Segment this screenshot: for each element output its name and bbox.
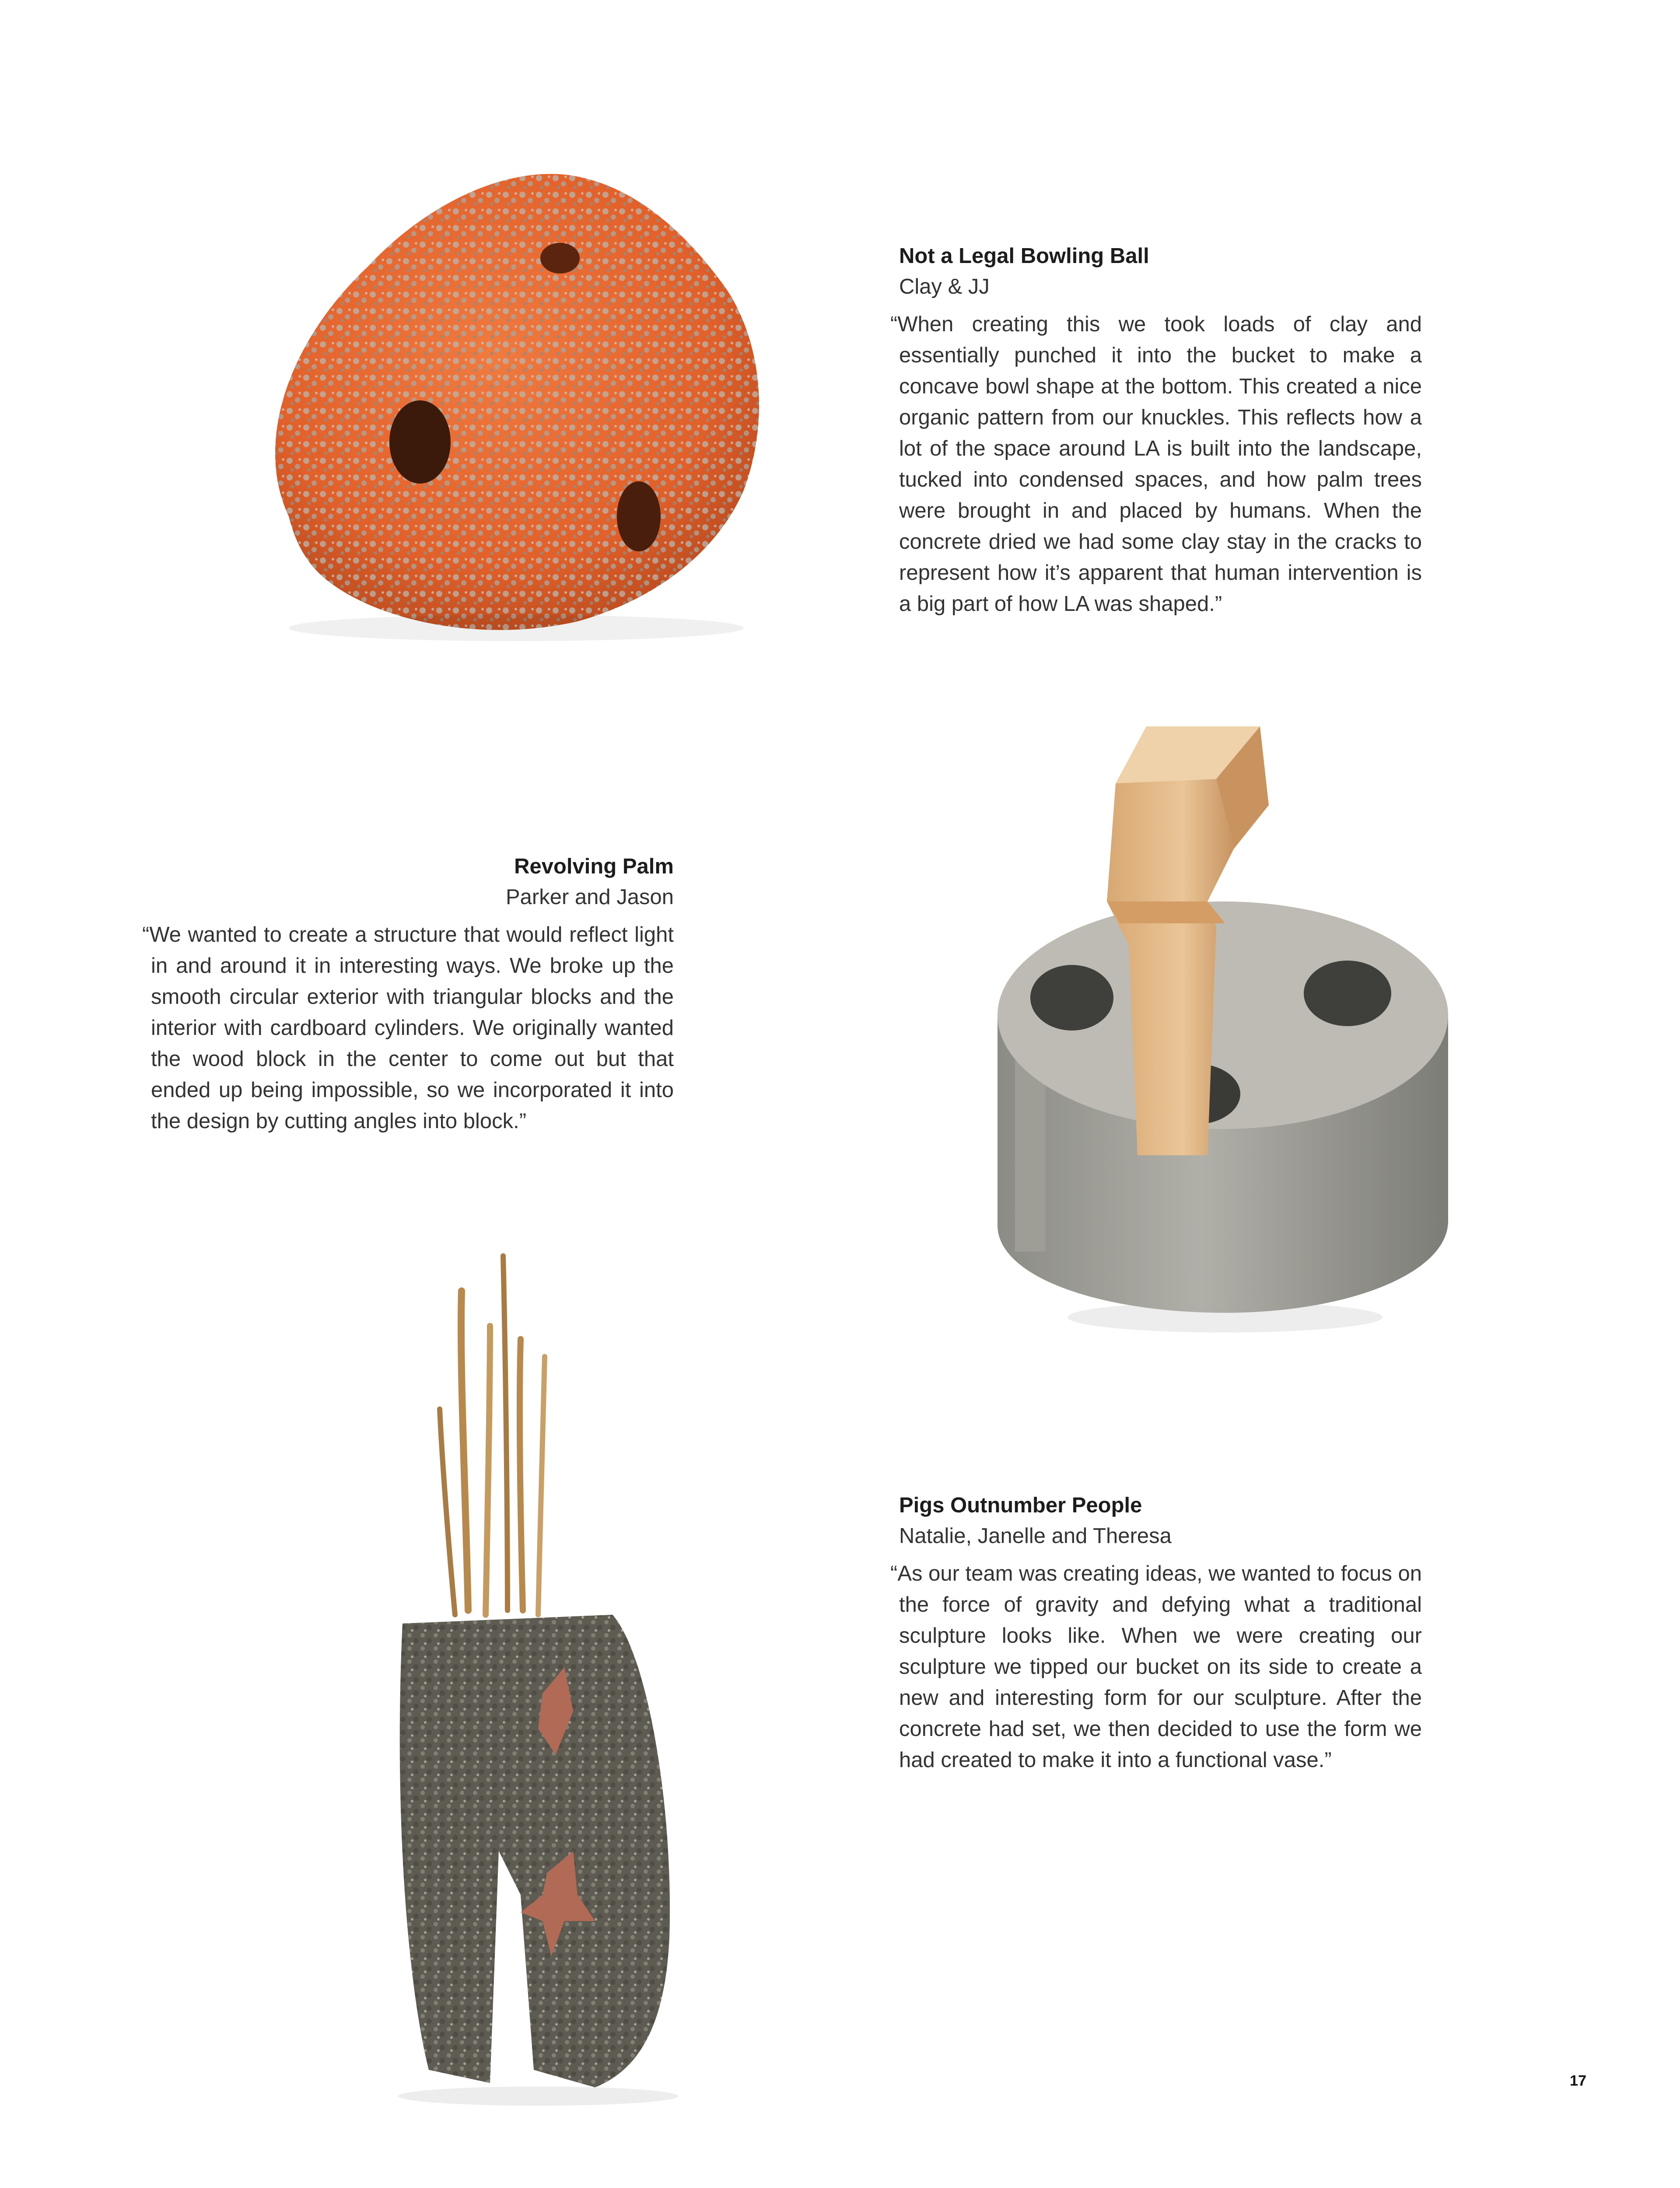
entry-authors: Natalie, Janelle and Theresa <box>899 1524 1172 1548</box>
revolving-palm-sculpture-image <box>962 718 1509 1339</box>
entry-description: “As our team was creating ideas, we wanted to focus on the force of gravity and defying what a traditional sculpture looks like. When we were creating our sculpture we tipped our bucket on its side to create a new and interesting form for our sculpture. After the concrete had set, we then decided to use the form we had created to make it into a functional vase.” <box>890 1562 1422 1772</box>
entry-revolving-palm <box>142 851 674 1137</box>
entry-not-a-legal-bowling-ball <box>890 241 1422 620</box>
pigs-outnumber-people-sculpture-image <box>368 1238 700 2109</box>
entry-authors: Clay & JJ <box>899 275 990 298</box>
bowling-ball-sculpture-image <box>236 158 783 652</box>
entry-description: “When creating this we took loads of clay and essentially punched it into the bucket to make a concave bowl shape at the bottom. This created a nice organic pattern from our knuckles. This reflects how a lot of the space around LA is built into the landscape, tucked into condensed spaces, and how palm trees were brought in and placed by humans. When the concrete dried we had some clay stay in the cracks to represent how it’s apparent that human intervention is a big part of how LA was shaped.” <box>890 312 1422 616</box>
page-number: 17 <box>1570 2072 1586 2089</box>
entry-title: Pigs Outnumber People <box>899 1494 1142 1517</box>
entry-title: Revolving Palm <box>514 855 674 878</box>
entry-authors: Parker and Jason <box>505 885 674 909</box>
entry-description: “We wanted to create a structure that would reflect light in and around it in interesting ways. We broke up the smooth circular exterior with triangular blocks and the interior with cardboard cylinders. We originally wanted the wood block in the center to come out but that ended up being impossible, so we incorporated it into the design by cutting angles into block.” <box>142 923 674 1133</box>
entry-pigs-outnumber-people <box>890 1490 1422 1776</box>
entry-title: Not a Legal Bowling Ball <box>899 244 1149 268</box>
